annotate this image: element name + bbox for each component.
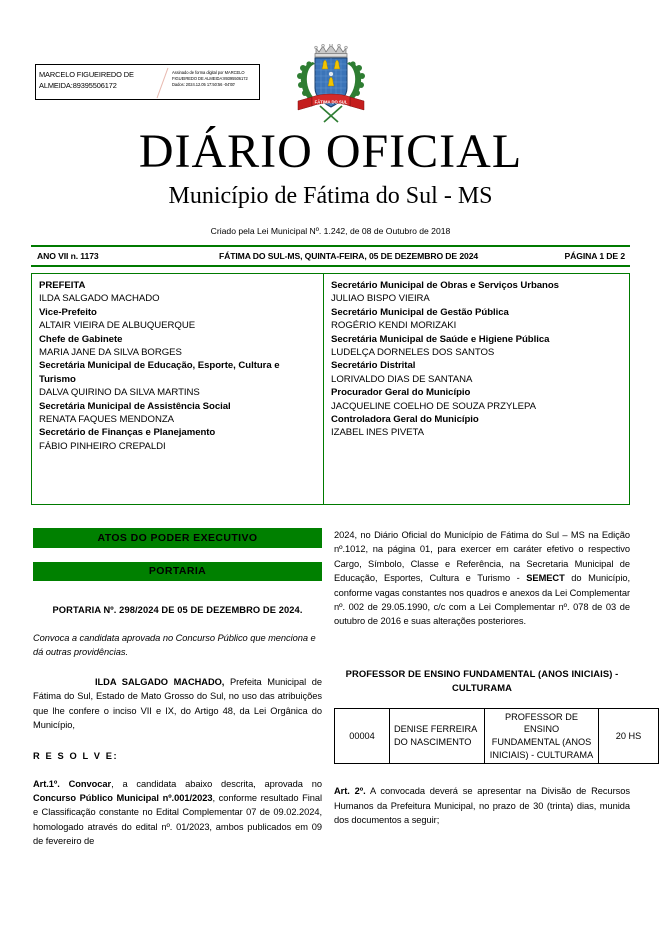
cargo-heading: PROFESSOR DE ENSINO FUNDAMENTAL (ANOS INICIAIS) - CULTURAMA <box>345 667 619 693</box>
article-1-continuation <box>334 528 630 629</box>
cell-nome: DENISE FERREIRA DO NASCIMENTO <box>390 708 485 763</box>
masthead-subtitle: Município de Fátima do Sul - MS <box>168 183 493 209</box>
official-entry <box>39 426 317 453</box>
section-banner-atos: ATOS DO PODER EXECUTIVO <box>33 528 322 548</box>
official-role: Secretário Municipal de Obras e Serviços Urbanos <box>331 280 559 291</box>
article-1-verb: Convocar <box>68 778 112 789</box>
article-1-label: Art.1º. <box>33 778 60 789</box>
signature-detail: Assinado de forma digital por MARCELO FIGUEIREDO DE ALMEIDA:89395506172 Dados: 2024.12.05 17:50:56 -04'00' <box>172 69 248 88</box>
portaria-ementa: Convoca a candidata aprovada no Concurso Público que menciona e dá outras providências. <box>33 633 316 657</box>
official-role: Secretário Municipal de Gestão Pública <box>331 306 509 318</box>
portaria-preamble <box>33 675 322 733</box>
article-2-text: A convocada deverá se apresentar na Divisão de Recursos Humanos da Prefeitura Municipal, no prazo de 30 (trinta) dias, munida dos documentos a seguir; <box>334 786 630 826</box>
article-2 <box>334 784 630 827</box>
shield-center-icon <box>329 72 334 77</box>
officials-column-left <box>32 274 324 504</box>
official-role: Secretária Municipal de Assistência Social <box>39 400 231 412</box>
cell-cargo: PROFESSOR DE ENSINO FUNDAMENTAL (ANOS INICIAIS) - CULTURAMA <box>485 708 599 763</box>
table-row <box>335 708 659 763</box>
official-role: Chefe de Gabinete <box>39 333 123 345</box>
article-1-text-a: , a candidata abaixo descrita, aprovada no <box>111 778 322 789</box>
official-name: FÁBIO PINHEIRO CREPALDI <box>39 440 166 452</box>
preamble-rest: Prefeita Municipal de Fátima do Sul, Estado de Mato Grosso do Sul, no uso das atribuições que lhe confere o inciso VII e IX, do Artigo 48, da Lei Orgânica do Município, <box>33 677 322 731</box>
official-entry <box>331 333 623 360</box>
cell-carga: 20 HS <box>599 708 659 763</box>
officials-column-right <box>324 274 629 504</box>
signature-name-line1: MARCELO FIGUEIREDO DE <box>39 70 134 79</box>
official-entry <box>331 306 623 333</box>
official-name: ILDA SALGADO MACHADO <box>39 293 160 305</box>
preamble-prefeita-name: ILDA SALGADO MACHADO, <box>95 677 225 687</box>
body-column-left <box>33 528 322 849</box>
article-1-text-b: , conforme resultado Final e Classificação constante no Edital Complementar 07 de 09.02.2024, homologado através do edital nº. 01/2023, ambos publicados em 09 de fevereiro de <box>33 793 322 847</box>
portaria-title: PORTARIA Nº. 298/2024 DE 05 DE DEZEMBRO DE 2024. <box>52 605 303 615</box>
officials-box <box>31 273 630 505</box>
body-column-right <box>334 528 642 827</box>
continuation-text-a: 2024, no Diário Oficial do Município de Fátima do Sul – MS na Edição nº.1012, na página 01, para exercer em caráter efetivo o respectivo Cargo, Símbolo, Classe e Referência, na Secretaria Municipal de Educação, Esportes, Cultura e Turismo - <box>334 530 630 584</box>
official-entry <box>331 359 623 386</box>
official-name: IZABEL INES PIVETA <box>331 427 424 439</box>
official-role: Controladora Geral do Município <box>331 414 479 426</box>
section-banner-portaria: PORTARIA <box>33 562 322 582</box>
issue-info-bar <box>31 245 630 267</box>
stems-icon <box>320 106 342 122</box>
article-2-label: Art. 2º. <box>334 786 366 797</box>
cell-inscricao: 00004 <box>335 708 390 763</box>
masthead-law-line: Criado pela Lei Municipal Nº. 1.242, de 08 de Outubro de 2018 <box>210 226 451 236</box>
official-role: Secretária Municipal de Educação, Esporte, Cultura e Turismo <box>39 360 280 385</box>
issue-number: ANO VII n. 1173 <box>37 251 99 261</box>
official-name: ROGÉRIO KENDI MORIZAKI <box>331 320 457 332</box>
coat-of-arms-icon <box>292 44 370 126</box>
crown-icon <box>315 44 348 57</box>
page-indicator: PÁGINA 1 DE 2 <box>564 251 625 261</box>
ribbon-text: FÁTIMA DO SUL <box>314 99 348 105</box>
official-role: Procurador Geral do Município <box>331 387 471 399</box>
official-entry <box>331 279 623 306</box>
official-role: Secretária Municipal de Saúde e Higiene Pública <box>331 333 550 345</box>
digital-signature-box <box>35 64 260 100</box>
official-name: LUDELÇA DORNELES DOS SANTOS <box>331 347 495 359</box>
official-name: DALVA QUIRINO DA SILVA MARTINS <box>39 387 200 399</box>
official-name: ALTAIR VIEIRA DE ALBUQUERQUE <box>39 320 196 332</box>
official-entry <box>39 400 317 427</box>
vaga-table <box>334 708 659 764</box>
page-title: DIÁRIO OFICIAL <box>138 125 523 178</box>
official-role: PREFEITA <box>39 280 86 291</box>
official-entry <box>39 359 317 399</box>
official-entry <box>331 413 623 440</box>
official-entry <box>331 386 623 413</box>
continuation-text-b: do Município, conforme vagas constantes nos quadros e anexos da Lei Complementar nº. 002 de 29.05.1990, c/c com a Lei Complementar nº. 078 de 03 de outubro de 2016 e suas alterações posteriores. <box>334 573 631 627</box>
official-name: JACQUELINE COELHO DE SOUZA PRZYLEPA <box>331 400 536 412</box>
masthead <box>0 126 661 237</box>
semect-abbrev: SEMECT <box>526 573 565 584</box>
resolve-label: R E S O L V E: <box>33 750 119 761</box>
official-name: RENATA FAQUES MENDONZA <box>39 414 175 426</box>
official-entry <box>39 279 317 306</box>
official-entry <box>39 306 317 333</box>
official-role: Secretário Distrital <box>331 360 416 372</box>
signature-name <box>39 69 169 91</box>
official-entry <box>39 333 317 360</box>
official-name: LORIVALDO DIAS DE SANTANA <box>331 373 473 385</box>
official-role: Vice-Prefeito <box>39 306 97 318</box>
article-1 <box>33 777 322 849</box>
signature-name-line2: ALMEIDA:89395506172 <box>39 81 117 90</box>
official-role: Secretário de Finanças e Planejamento <box>39 427 216 439</box>
article-1-concurso: Concurso Público Municipal nº.001/2023 <box>33 793 213 804</box>
issue-place-date: FÁTIMA DO SUL-MS, QUINTA-FEIRA, 05 DE DEZEMBRO DE 2024 <box>218 251 479 261</box>
official-name: MARIA JANE DA SILVA BORGES <box>39 347 182 359</box>
official-name: JULIAO BISPO VIEIRA <box>331 293 430 305</box>
